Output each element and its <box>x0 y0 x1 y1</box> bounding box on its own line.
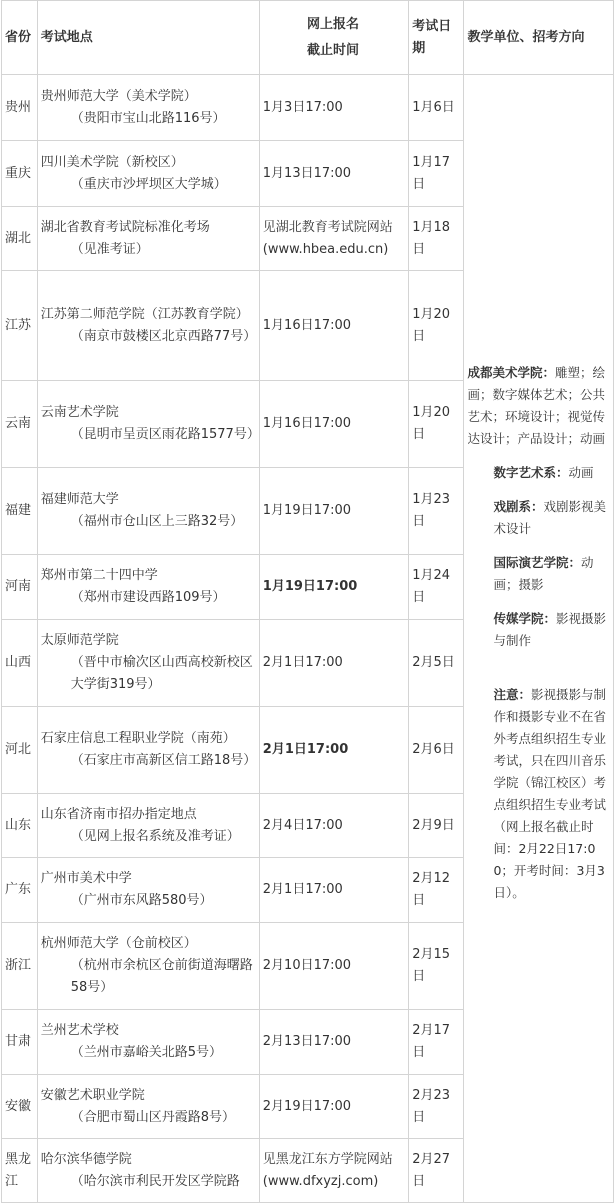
cell-exam-date: 1月17日 <box>409 141 464 207</box>
location-address: （福州市仓山区上三路32号） <box>70 514 244 529</box>
cell-exam-date: 2月9日 <box>409 794 464 858</box>
location-school: 贵州师范大学（美术学院） <box>40 88 197 104</box>
note-media <box>467 608 610 652</box>
cell-exam-date: 2月5日 <box>409 620 464 707</box>
cell-location <box>37 794 259 858</box>
note-intl-text: 动画；摄影 <box>493 554 594 592</box>
cell-deadline: 1月16日17:00 <box>259 381 408 468</box>
location-school: 兰州艺术学校 <box>40 1023 119 1038</box>
cell-province: 甘肃 <box>2 1010 38 1075</box>
note-digital-label: 数字艺术系： <box>493 464 569 480</box>
cell-deadline: 2月4日17:00 <box>259 794 408 858</box>
location-address: （哈尔滨市利民开发区学院路 <box>70 1173 240 1189</box>
cell-exam-date: 2月23日 <box>409 1075 464 1139</box>
location-school: 广州市美术中学 <box>40 871 132 886</box>
cell-deadline: 2月10日17:00 <box>259 923 408 1010</box>
cell-exam-date: 1月20日 <box>409 381 464 468</box>
location-address: （兰州市嘉峪关北路5号） <box>70 1045 223 1060</box>
note-cdms <box>467 362 610 450</box>
exam-schedule-table <box>1 0 614 1203</box>
cell-exam-date: 1月6日 <box>409 75 464 141</box>
cell-location <box>37 75 259 141</box>
location-school: 江苏第二师范学院（江苏教育学院） <box>40 306 249 322</box>
cell-exam-date: 1月23日 <box>409 468 464 555</box>
note-intl-label: 国际演艺学院： <box>493 554 581 570</box>
cell-location <box>37 707 259 794</box>
cell-deadline: 1月19日17:00 <box>259 468 408 555</box>
note-media-label: 传媒学院： <box>493 610 556 626</box>
cell-location <box>37 1010 259 1075</box>
location-address: （晋中市榆次区山西高校新校区大学街319号） <box>70 655 253 692</box>
cell-deadline: 2月13日17:00 <box>259 1010 408 1075</box>
cell-deadline: 1月13日17:00 <box>259 141 408 207</box>
note-drama-label: 戏剧系： <box>493 498 544 514</box>
note-digital <box>467 462 610 484</box>
cell-province: 福建 <box>2 468 38 555</box>
cell-province: 河南 <box>2 555 38 620</box>
location-school: 石家庄信息工程职业学院（南苑） <box>40 731 236 746</box>
cell-exam-date: 1月20日 <box>409 271 464 381</box>
header-deadline-line2: 截止时间 <box>307 42 360 58</box>
location-address: （昆明市呈贡区雨花路1577号） <box>70 427 260 442</box>
header-exam-date: 考试日期 <box>409 1 464 75</box>
cell-province: 湖北 <box>2 207 38 271</box>
cell-province: 贵州 <box>2 75 38 141</box>
cell-deadline: 2月1日17:00 <box>259 858 408 923</box>
location-address: （合肥市蜀山区丹霞路8号） <box>70 1109 236 1125</box>
location-address: （重庆市沙坪坝区大学城） <box>70 176 227 192</box>
note-intl <box>467 552 610 596</box>
cell-exam-date: 1月24日 <box>409 555 464 620</box>
location-school: 安徽艺术职业学院 <box>40 1087 145 1103</box>
cell-deadline: 1月19日17:00 <box>259 555 408 620</box>
header-deadline-line1: 网上报名 <box>307 16 360 32</box>
cell-province: 云南 <box>2 381 38 468</box>
cell-location <box>37 620 259 707</box>
cell-location <box>37 1139 259 1203</box>
cell-unit-notes <box>464 75 614 1203</box>
cell-location <box>37 858 259 923</box>
location-address: （石家庄市高新区信工路18号） <box>70 753 257 768</box>
header-deadline <box>259 1 408 75</box>
cell-province: 山西 <box>2 620 38 707</box>
location-address: （见准考证） <box>70 241 149 257</box>
cell-exam-date: 2月12日 <box>409 858 464 923</box>
note-digital-text: 动画 <box>568 464 594 480</box>
note-drama-text: 戏剧影视美术设计 <box>493 498 607 536</box>
cell-deadline: 2月19日17:00 <box>259 1075 408 1139</box>
cell-province: 浙江 <box>2 923 38 1010</box>
cell-location <box>37 141 259 207</box>
note-cdms-label: 成都美术学院： <box>467 364 555 380</box>
note-media-text: 影视摄影与制作 <box>493 610 607 648</box>
cell-exam-date: 2月27日 <box>409 1139 464 1203</box>
location-address: （广州市东风路580号） <box>70 893 213 908</box>
cell-province: 黑龙江 <box>2 1139 38 1203</box>
note-notice-text: 影视摄影与制作和摄影专业不在省外考点组织招生专业考试，只在四川音乐学院（锦江校区）考点组织招生专业考试（网上报名截止时间：2月22日17:00；开考时间：3月3日）。 <box>493 686 607 900</box>
cell-province: 安徽 <box>2 1075 38 1139</box>
table-header-row <box>2 1 614 75</box>
location-school: 太原师范学院 <box>40 633 119 648</box>
cell-exam-date: 2月6日 <box>409 707 464 794</box>
note-notice <box>467 684 610 904</box>
cell-province: 山东 <box>2 794 38 858</box>
cell-location <box>37 923 259 1010</box>
location-address: （南京市鼓楼区北京西路77号） <box>70 328 257 344</box>
location-school: 湖北省教育考试院标准化考场 <box>40 219 210 235</box>
location-address: （杭州市余杭区仓前街道海曙路58号） <box>70 958 253 995</box>
header-unit: 教学单位、招考方向 <box>464 1 614 75</box>
location-school: 郑州市第二十四中学 <box>40 568 158 583</box>
location-school: 山东省济南市招办指定地点 <box>40 806 197 822</box>
table-row <box>2 75 614 141</box>
location-school: 杭州师范大学（仓前校区） <box>40 936 197 951</box>
cell-exam-date: 2月15日 <box>409 923 464 1010</box>
header-province: 省份 <box>2 1 38 75</box>
cell-location <box>37 468 259 555</box>
location-school: 四川美术学院（新校区） <box>40 154 184 170</box>
location-school: 哈尔滨华德学院 <box>40 1151 132 1167</box>
location-address: （贵阳市宝山北路116号） <box>70 110 226 126</box>
header-location: 考试地点 <box>37 1 259 75</box>
cell-province: 广东 <box>2 858 38 923</box>
cell-deadline: 见湖北教育考试院网站(www.hbea.edu.cn) <box>259 207 408 271</box>
cell-province: 江苏 <box>2 271 38 381</box>
cell-deadline: 见黑龙江东方学院网站(www.dfxyzj.com) <box>259 1139 408 1203</box>
location-school: 福建师范大学 <box>40 492 119 507</box>
note-notice-label: 注意： <box>493 686 531 702</box>
location-address: （郑州市建设西路109号） <box>70 590 226 605</box>
cell-location <box>37 381 259 468</box>
cell-location <box>37 207 259 271</box>
cell-deadline: 1月3日17:00 <box>259 75 408 141</box>
note-drama <box>467 496 610 540</box>
cell-exam-date: 2月17日 <box>409 1010 464 1075</box>
cell-location <box>37 1075 259 1139</box>
note-cdms-text: 雕塑；绘画；数字媒体艺术；公共艺术；环境设计；视觉传达设计；产品设计；动画 <box>467 364 606 446</box>
cell-province: 重庆 <box>2 141 38 207</box>
cell-location <box>37 271 259 381</box>
cell-location <box>37 555 259 620</box>
cell-deadline: 1月16日17:00 <box>259 271 408 381</box>
cell-deadline: 2月1日17:00 <box>259 707 408 794</box>
location-school: 云南艺术学院 <box>40 405 119 420</box>
cell-exam-date: 1月18日 <box>409 207 464 271</box>
location-address: （见网上报名系统及准考证） <box>70 828 240 844</box>
cell-province: 河北 <box>2 707 38 794</box>
cell-deadline: 2月1日17:00 <box>259 620 408 707</box>
